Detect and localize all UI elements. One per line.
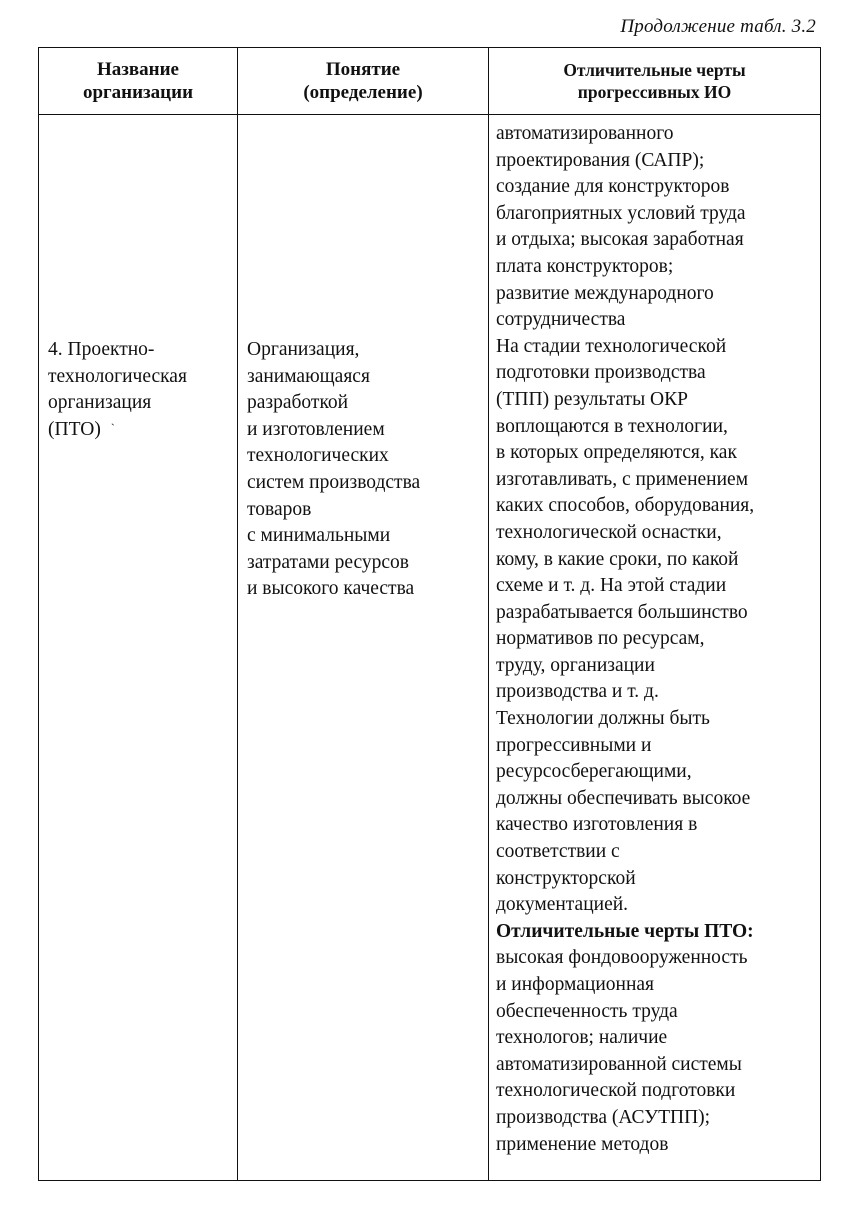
feature-line: и информационная [496, 974, 654, 995]
header-line: прогрессивных ИО [577, 82, 732, 102]
feature-line: Отличительные черты ПТО: [496, 920, 754, 942]
feature-line: изготавливать, с применением [496, 468, 749, 490]
feature-line: соответствии с [496, 841, 620, 863]
table-row [39, 115, 821, 1181]
feature-line: высокая фондовооруженность [496, 947, 748, 969]
organization-name-line: технологическая [48, 365, 187, 387]
feature-line: автоматизированного [496, 123, 674, 144]
feature-line: качество изготовления в [496, 814, 698, 836]
feature-line: производства и т. д. [496, 681, 659, 703]
feature-line: обеспеченность труда [496, 1000, 678, 1022]
feature-line: технологов; наличие [496, 1027, 668, 1049]
header-line: Понятие [325, 59, 401, 80]
cell-definition [238, 115, 489, 1181]
header-distinctive-features [489, 48, 821, 115]
feature-line: проектирования (САПР); [496, 149, 705, 171]
feature-line: Технологии должны быть [496, 708, 710, 730]
feature-line: разрабатывается большинство [496, 601, 748, 623]
cell-distinctive-features [489, 115, 821, 1181]
feature-line: и отдыха; высокая заработная [496, 229, 744, 251]
definition-line: и изготовлением [247, 418, 385, 440]
definition-line: и высокого качества [247, 578, 415, 600]
stray-mark: ˋ [110, 420, 115, 435]
feature-line: в которых определяются, как [496, 442, 737, 464]
table-continuation-label: Продолжение табл. 3.2 [620, 16, 816, 37]
feature-line: схеме и т. д. На этой стадии [496, 575, 727, 597]
feature-line: производства (АСУТПП); [496, 1106, 711, 1128]
feature-line: сотрудничества [496, 309, 626, 331]
definition-line: разработкой [247, 392, 349, 414]
cell-organization-name [39, 115, 238, 1181]
organization-name-line: 4. Проектно- [48, 339, 155, 360]
feature-line: На стадии технологической [496, 335, 727, 357]
feature-line: прогрессивными и [496, 734, 652, 756]
feature-line: создание для конструкторов [496, 176, 730, 198]
header-organization-name [39, 48, 238, 115]
feature-line: благоприятных условий труда [496, 202, 746, 224]
definition-line: затратами ресурсов [247, 551, 409, 573]
definition-line: Организация, [247, 339, 360, 360]
organization-name-line: (ПТО) ˋ [48, 417, 233, 444]
feature-line: плата конструкторов; [496, 255, 674, 277]
definition-line: товаров [247, 498, 312, 520]
definition-line: занимающаяся [247, 365, 370, 387]
header-line: (определение) [303, 82, 423, 103]
definition-line: систем производства [247, 471, 421, 493]
definition-line: с минимальными [247, 525, 391, 547]
feature-line: автоматизированной системы [496, 1053, 742, 1075]
definition-line: технологических [247, 445, 389, 467]
feature-line: технологической подготовки [496, 1080, 736, 1102]
feature-line: нормативов по ресурсам, [496, 628, 705, 650]
feature-line: подготовки производства [496, 362, 706, 384]
header-line: организации [82, 82, 194, 103]
feature-line: применение методов [496, 1133, 669, 1155]
table-header-row [39, 48, 821, 115]
feature-line: ресурсосберегающими, [496, 761, 692, 783]
feature-line: развитие международного [496, 282, 714, 304]
feature-line: каких способов, оборудования, [496, 495, 755, 517]
feature-line: технологической оснастки, [496, 521, 722, 543]
feature-line: должны обеспечивать высокое [496, 787, 751, 809]
organization-name-line: организация [48, 392, 152, 414]
feature-line: воплощаются в технологии, [496, 415, 728, 437]
feature-line: документацией. [496, 894, 629, 916]
feature-line: (ТПП) результаты ОКР [496, 388, 688, 410]
header-line: Отличительные черты [563, 60, 746, 80]
feature-line: конструкторской [496, 867, 636, 889]
feature-line: труду, организации [496, 654, 655, 676]
header-definition [238, 48, 489, 115]
organizations-table [38, 47, 821, 1181]
header-line: Название [96, 59, 179, 80]
feature-line: кому, в какие сроки, по какой [496, 548, 739, 570]
